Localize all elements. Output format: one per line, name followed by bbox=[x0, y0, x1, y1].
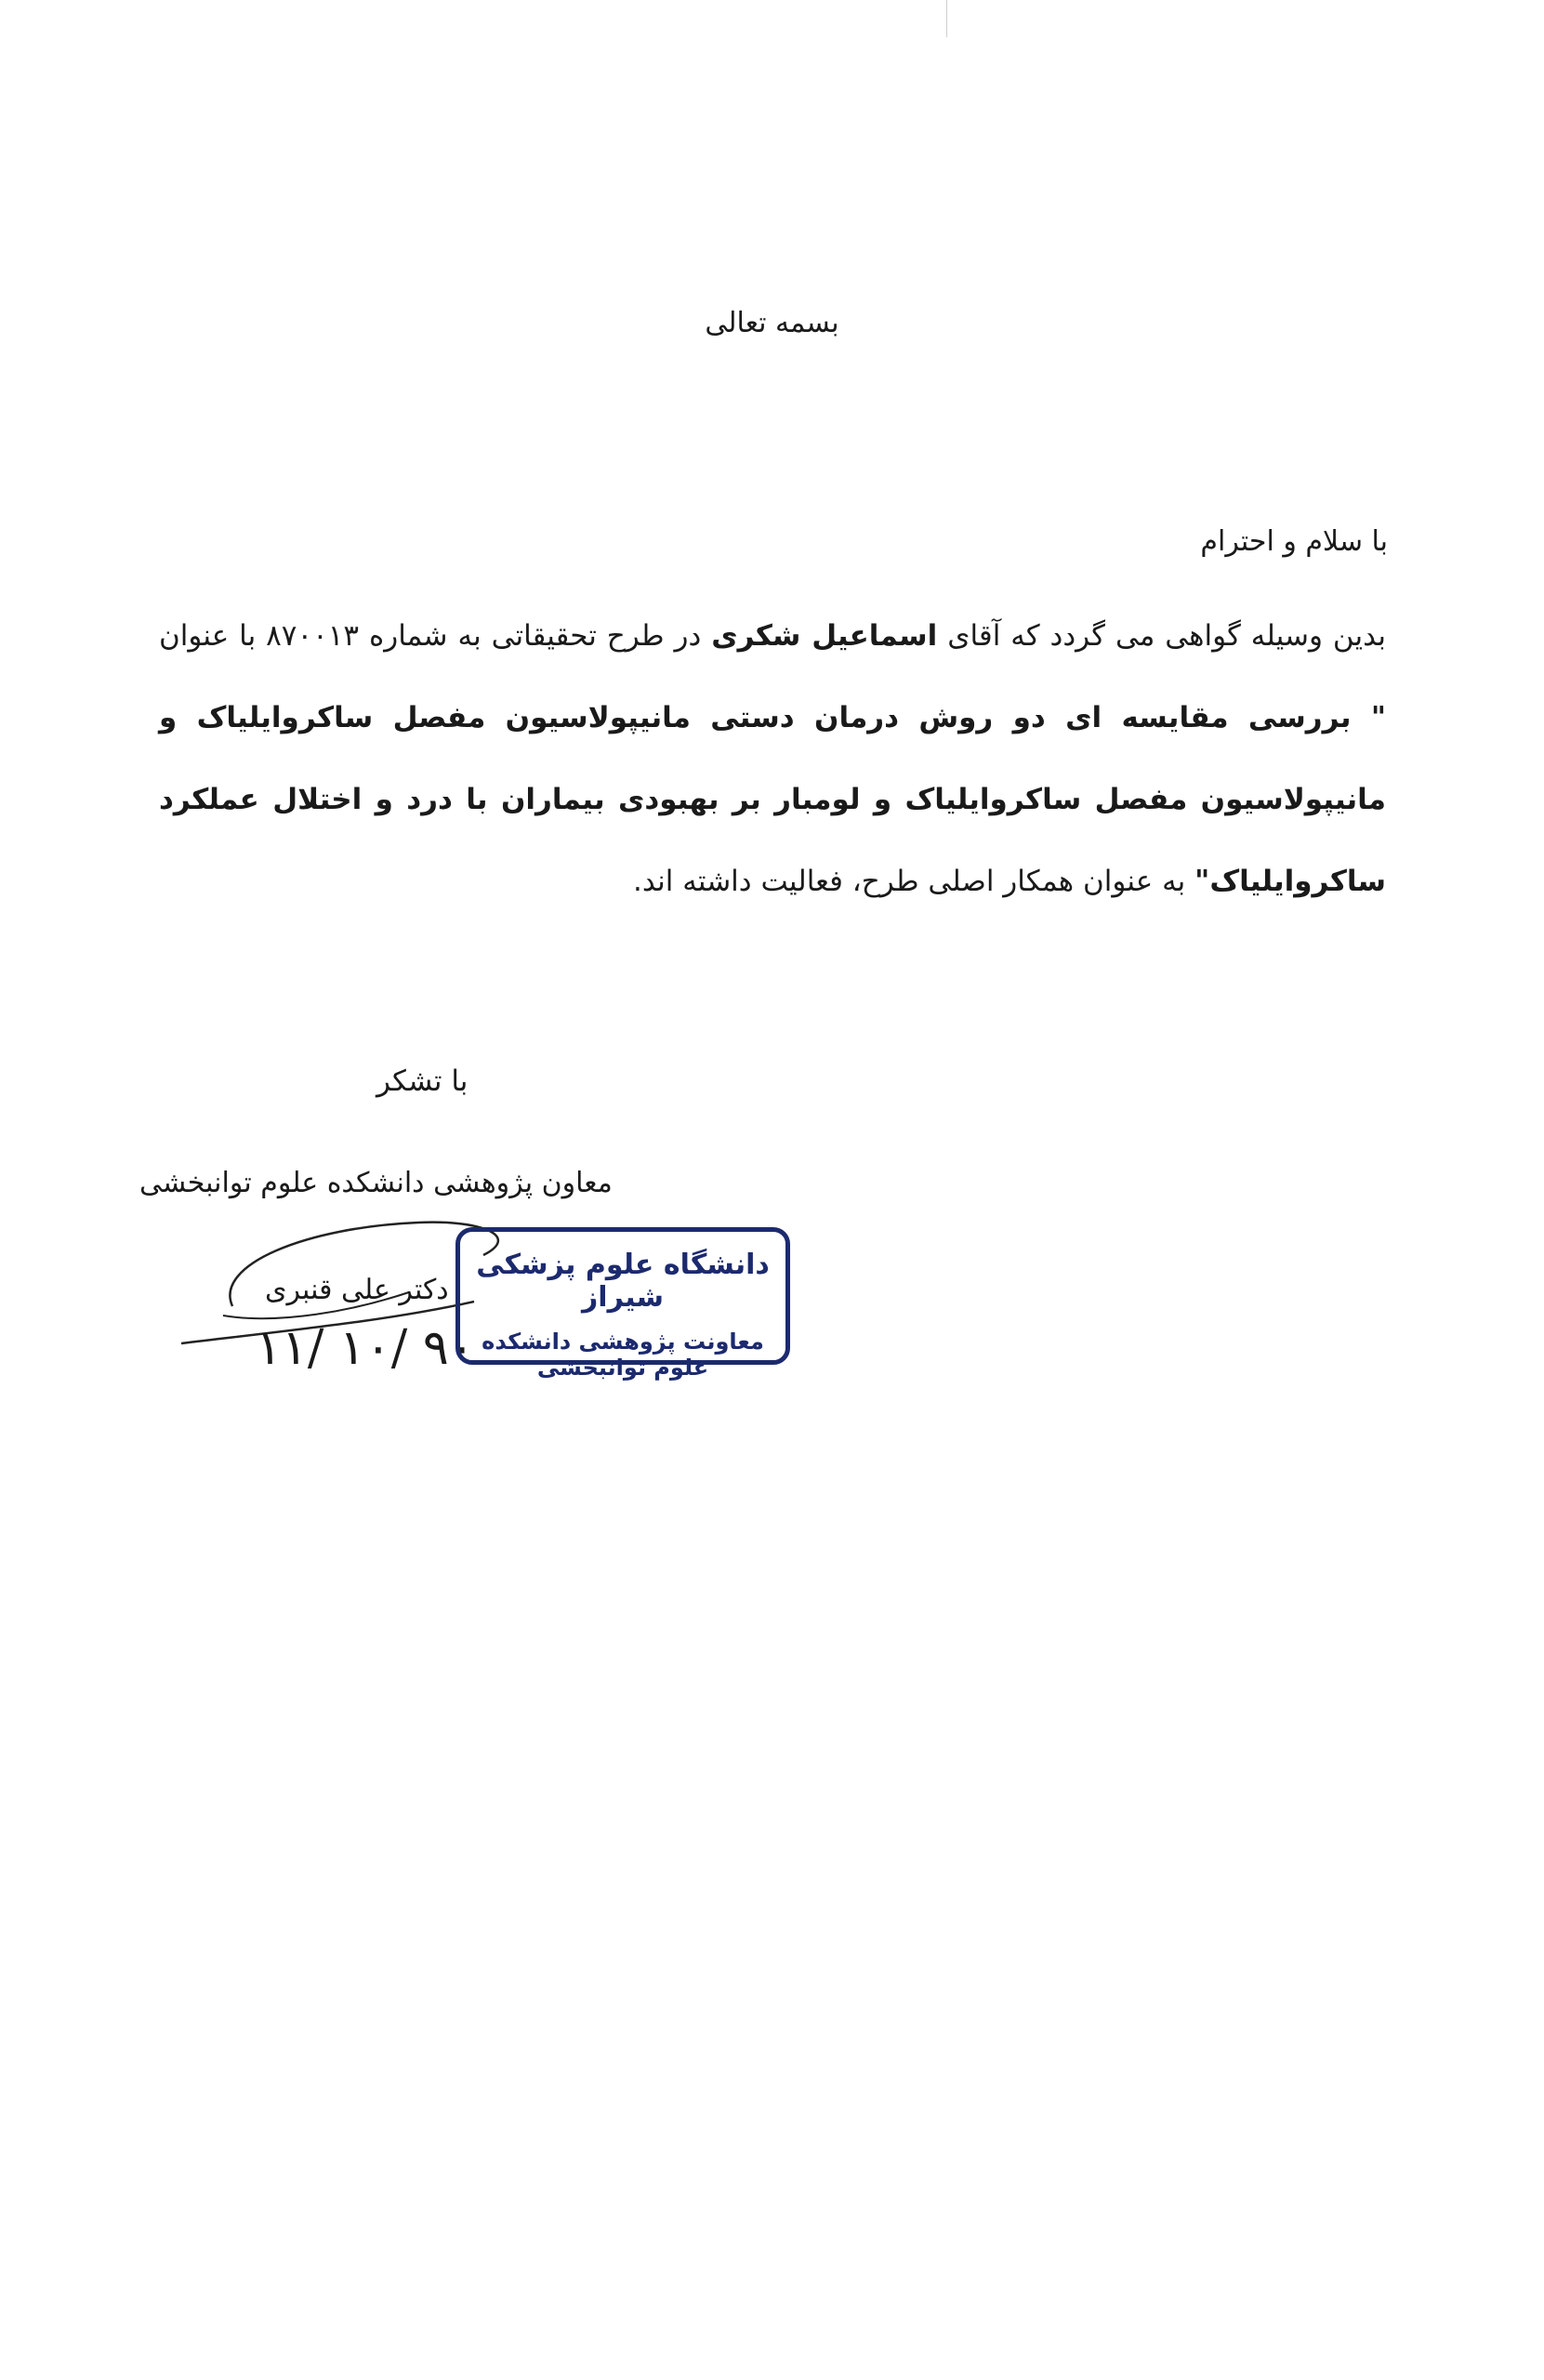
signature-date: ۱۱/ ۱۰/ ۹۰ bbox=[256, 1320, 475, 1376]
body-mid: در طرح تحقیقاتی به شماره ۸۷۰۰۱۳ با عنوان bbox=[159, 619, 712, 653]
official-stamp bbox=[455, 1227, 790, 1381]
person-name: اسماعیل شکری bbox=[711, 619, 938, 653]
greeting: با سلام و احترام bbox=[1200, 525, 1388, 558]
body-intro: بدین وسیله گواهی می گردد که آقای bbox=[937, 619, 1387, 653]
closing: با تشکر bbox=[376, 1064, 468, 1098]
signature-name: دکتر علی قنبری bbox=[265, 1274, 449, 1306]
body-end: به عنوان همکار اصلی طرح، فعالیت داشته اند. bbox=[633, 865, 1195, 898]
stamp-department: معاونت پژوهشی دانشکده علوم توانبخشی bbox=[482, 1329, 764, 1381]
stamp-university: دانشگاه علوم پزشکی شیراز bbox=[476, 1249, 770, 1314]
project-title: " بررسی مقایسه ای دو روش درمان دستی مانیپولاسیون مفصل ساکروایلیاک و مانیپولاسیون مفصل ساکروایلیاک و لومبار بر بهبودی بیماران با درد و اختلال عملکرد ساکروایلیاک" bbox=[159, 701, 1386, 898]
basmala-heading: بسمه تعالی bbox=[705, 307, 839, 339]
signer-title: معاون پژوهشی دانشکده علوم توانبخشی bbox=[139, 1167, 613, 1199]
